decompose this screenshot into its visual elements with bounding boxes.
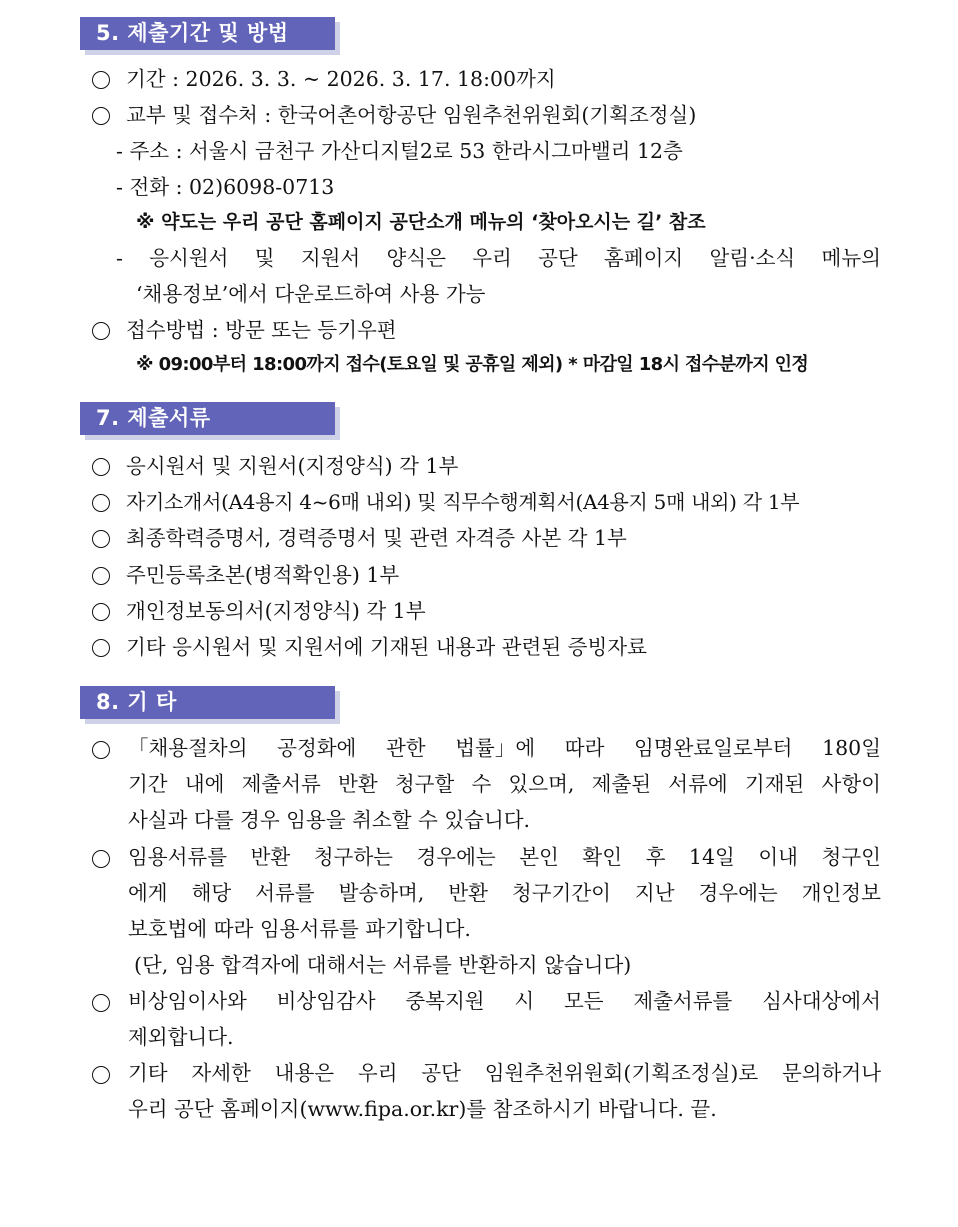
word: 경우에는	[698, 881, 778, 905]
word: 반환	[338, 772, 378, 796]
submission-method: 접수방법 : 방문 또는 등기우편	[126, 318, 397, 342]
bullet-circle-icon	[92, 71, 110, 89]
word: 양식은	[386, 246, 446, 270]
word: 모든	[563, 989, 604, 1013]
word: 청구인	[821, 845, 881, 869]
bullet-circle-icon	[92, 107, 110, 125]
word: 임원추천위원회(기획조정실)로	[484, 1061, 759, 1085]
para3-line2: 제외합니다.	[128, 1025, 234, 1049]
bullet-circle-icon	[92, 530, 110, 548]
word: 홈페이지	[604, 246, 684, 270]
document-item: 개인정보동의서(지정양식) 각 1부	[126, 599, 426, 623]
document-item: 자기소개서(A4용지 4~6매 내외) 및 직무수행계획서(A4용지 5매 내외) 각 1부	[126, 490, 800, 514]
bullet-circle-icon	[92, 603, 110, 621]
word: 알림·소식	[709, 246, 796, 270]
para1-line1	[128, 733, 881, 763]
office-phone: - 전화 : 02)6098-0713	[116, 175, 335, 199]
word: 기재된	[744, 772, 805, 796]
word: 확인	[582, 845, 623, 869]
bullet-circle-icon	[92, 741, 110, 759]
para1-line2	[128, 769, 881, 799]
word: 수	[471, 772, 492, 796]
word: 청구하는	[313, 845, 393, 869]
para2-line3: 보호법에 따라 임용서류를 파기합니다.	[128, 917, 471, 941]
word: 반환	[250, 845, 291, 869]
bullet-circle-icon	[92, 567, 110, 585]
word: 제출된	[591, 772, 652, 796]
word: 공단	[538, 246, 578, 270]
para2-line1	[128, 842, 881, 872]
bullet-circle-icon	[92, 850, 110, 868]
word: 임용서류를	[128, 845, 228, 869]
word: 사항이	[821, 772, 881, 796]
word: 공정화에	[277, 736, 357, 760]
para1-line3: 사실과 다를 경우 임용을 취소할 수 있습니다.	[128, 808, 531, 832]
submission-period: 기간 : 2026. 3. 3. ~ 2026. 3. 17. 18:00까지	[126, 67, 556, 91]
word: 비상임감사	[276, 989, 376, 1013]
word: 있으며,	[508, 772, 575, 796]
forms-download-line	[116, 243, 881, 273]
document-item: 주민등록초본(병적확인용) 1부	[126, 563, 400, 587]
word: 우리	[472, 246, 512, 270]
word: 반환	[448, 881, 488, 905]
word: 내용은	[274, 1061, 335, 1085]
word: 14일	[688, 845, 735, 869]
bullet-circle-icon	[92, 994, 110, 1012]
word: 이내	[758, 845, 798, 869]
word: 청구할	[394, 772, 455, 796]
word: 자세한	[191, 1061, 251, 1085]
bullet-circle-icon	[92, 494, 110, 512]
word: 법률」에	[455, 736, 536, 760]
word: 비상임이사와	[128, 989, 247, 1013]
word: 우리	[357, 1061, 398, 1085]
word: 따라	[564, 736, 605, 760]
word: 및	[254, 246, 275, 270]
word: 기간	[128, 772, 168, 796]
bullet-circle-icon	[92, 1066, 110, 1084]
word: 심사대상에서	[762, 989, 881, 1013]
word: 해당	[191, 881, 232, 905]
office-address: - 주소 : 서울시 금천구 가산디지털2로 53 한라시그마밸리 12층	[116, 139, 683, 163]
hours-note: ※ 09:00부터 18:00까지 접수(토요일 및 공휴일 제외) * 마감일 18시 접수분까지 인정	[136, 354, 809, 375]
para4-line1	[128, 1058, 881, 1088]
word: 메뉴의	[821, 246, 881, 270]
word: 지난	[634, 881, 675, 905]
word: 관한	[385, 736, 426, 760]
word: 서류에	[668, 772, 728, 796]
word: 「채용절차의	[128, 736, 248, 760]
section-8-heading: 8. 기 타	[80, 686, 335, 719]
document-item: 응시원서 및 지원서(지정양식) 각 1부	[126, 454, 459, 478]
word: 180일	[822, 736, 881, 760]
word: 개인정보	[801, 881, 881, 905]
para4-line2: 우리 공단 홈페이지(www.fipa.or.kr)를 참조하시기 바랍니다. 끝.	[128, 1097, 717, 1121]
word: 시	[514, 989, 535, 1013]
para3-line1	[128, 986, 881, 1016]
section-5-heading: 5. 제출기간 및 방법	[80, 17, 335, 50]
document-item: 기타 응시원서 및 지원서에 기재된 내용과 관련된 증빙자료	[126, 635, 647, 659]
word: 청구기간이	[511, 881, 611, 905]
bullet-circle-icon	[92, 458, 110, 476]
para2-line2	[128, 878, 881, 908]
word: 서류를	[255, 881, 315, 905]
section-7-heading: 7. 제출서류	[80, 402, 335, 435]
map-note: ※ 약도는 우리 공단 홈페이지 공단소개 메뉴의 ‘찾아오시는 길’ 참조	[136, 211, 706, 233]
word: 에게	[128, 881, 168, 905]
bullet-circle-icon	[92, 639, 110, 657]
word: 중복지원	[405, 989, 485, 1013]
word: 문의하거나	[781, 1061, 881, 1085]
word: 기타	[128, 1061, 168, 1085]
word: 본인	[519, 845, 559, 869]
word: 제출서류	[241, 772, 321, 796]
submission-office: 교부 및 접수처 : 한국어촌어항공단 임원추천위원회(기획조정실)	[126, 103, 697, 127]
word: 내에	[184, 772, 225, 796]
bullet-circle-icon	[92, 322, 110, 340]
forms-download-line-2: ‘채용정보’에서 다운로드하여 사용 가능	[136, 282, 486, 306]
word: 임명완료일로부터	[634, 736, 793, 760]
word: 지원서	[300, 246, 361, 270]
word: 경우에는	[416, 845, 496, 869]
word: 제출서류를	[633, 989, 733, 1013]
word: -	[116, 246, 123, 270]
word: 응시원서	[149, 246, 229, 270]
word: 발송하며,	[338, 881, 425, 905]
document-item: 최종학력증명서, 경력증명서 및 관련 자격증 사본 각 1부	[126, 526, 627, 550]
word: 공단	[421, 1061, 461, 1085]
para2-line4: (단, 임용 합격자에 대해서는 서류를 반환하지 않습니다)	[134, 953, 632, 977]
word: 후	[645, 845, 666, 869]
